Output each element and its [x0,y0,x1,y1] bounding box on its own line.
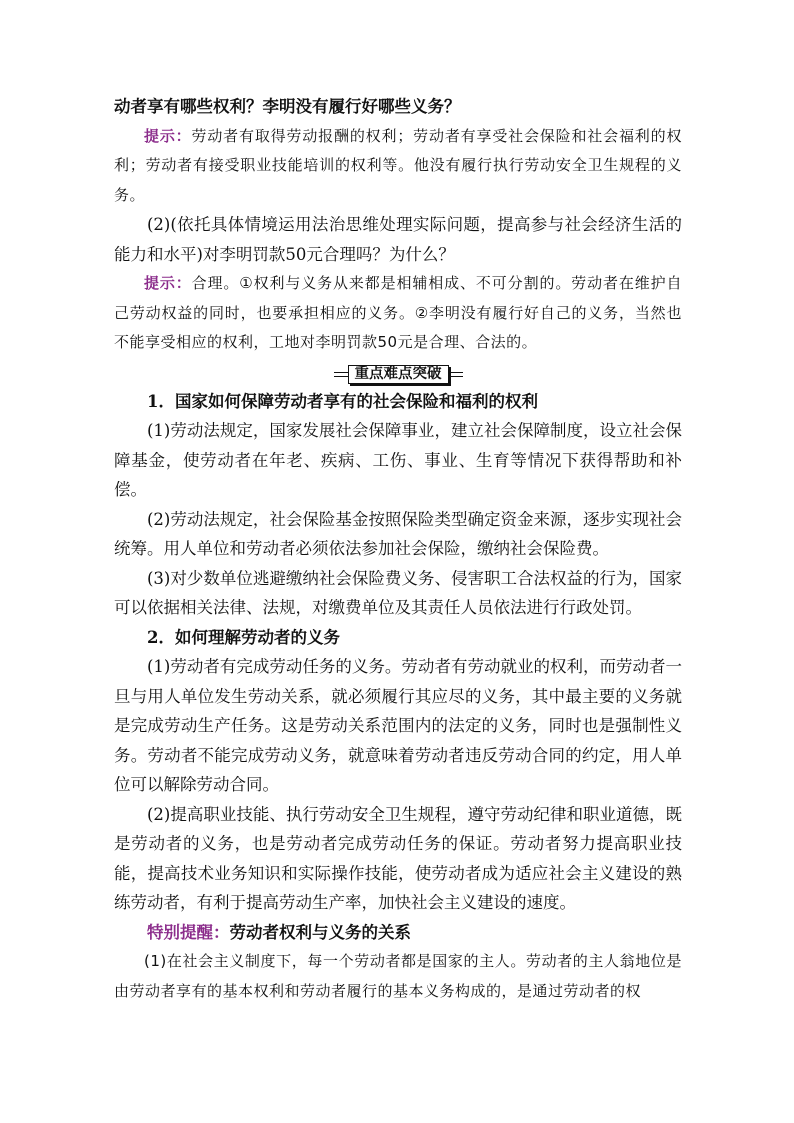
section-2-para-1: (1)劳动者有完成劳动任务的义务。劳动者有劳动就业的权利，而劳动者一旦与用人单位发生劳动关系，就必须履行其应尽的义务，其中最主要的义务就是完成劳动生产任务。这是劳动关系范围内的法定的义务，同时也是强制性义务。劳动者不能完成劳动义务，就意味着劳动者违反劳动合同的约定，用人单位可以解除劳动合同。 [114,657,682,794]
special-tip-heading [114,918,682,948]
banner-left-rule [334,372,348,377]
special-tip-title: 劳动者权利与义务的关系 [229,922,411,942]
section-banner [114,362,682,384]
document-page [114,92,682,1006]
banner-title: 重点难点突破 [348,365,449,384]
question-2: (2)(依托具体情境运用法治思维处理实际问题，提高参与社会经济生活的能力和水平)对李明罚款50元合理吗？为什么？ [114,215,682,264]
hint-2-label: 提示： [144,274,192,292]
section-2-title: 2．如何理解劳动者的义务 [147,627,340,647]
banner-right-rule [449,372,463,377]
section-1-para-2: (2)劳动法规定，社会保险基金按照保险类型确定资金来源，逐步实现社会统筹。用人单位和劳动者必须依法参加社会保险，缴纳社会保险费。 [114,509,682,558]
question-1-continued: 动者享有哪些权利？李明没有履行好哪些义务？ [114,97,461,116]
special-tip-label: 特别提醒： [147,922,230,942]
section-2-para-2: (2)提高职业技能、执行劳动安全卫生规程，遵守劳动纪律和职业道德，既是劳动者的义务，也是劳动者完成劳动任务的保证。劳动者努力提高职业技能，提高技术业务知识和实际操作技能，使劳动者成为适应社会主义建设的熟练劳动者，有利于提高劳动生产率，加快社会主义建设的速度。 [114,804,682,912]
section-1-para-3: (3)对少数单位逃避缴纳社会保险费义务、侵害职工合法权益的行为，国家可以依据相关法律、法规，对缴费单位及其责任人员依法进行行政处罚。 [114,568,682,617]
section-1-para-1: (1)劳动法规定，国家发展社会保障事业，建立社会保障制度，设立社会保障基金，使劳动者在年老、疾病、工伤、事业、生育等情况下获得帮助和补偿。 [114,421,682,499]
section-1-title: 1．国家如何保障劳动者享有的社会保险和福利的权利 [147,391,538,411]
hint-2 [114,269,682,358]
hint-1-label: 提示： [144,126,192,145]
special-tip-para-1: (1)在社会主义制度下，每一个劳动者都是国家的主人。劳动者的主人翁地位是由劳动者享有的基本权利和劳动者履行的基本义务构成的，是通过劳动者的权 [114,952,682,1000]
hint-2-text: 合理。①权利与义务从来都是相辅相成、不可分割的。劳动者在维护自己劳动权益的同时，也要承担相应的义务。②李明没有履行好自己的义务，当然也不能享受相应的权利，工地对李明罚款50元是合理、合法的。 [114,274,682,351]
hint-1-text: 劳动者有取得劳动报酬的权利；劳动者有享受社会保险和社会福利的权利；劳动者有接受职业技能培训的权利等。他没有履行执行劳动安全卫生规程的义务。 [114,126,682,204]
hint-1 [114,122,682,211]
